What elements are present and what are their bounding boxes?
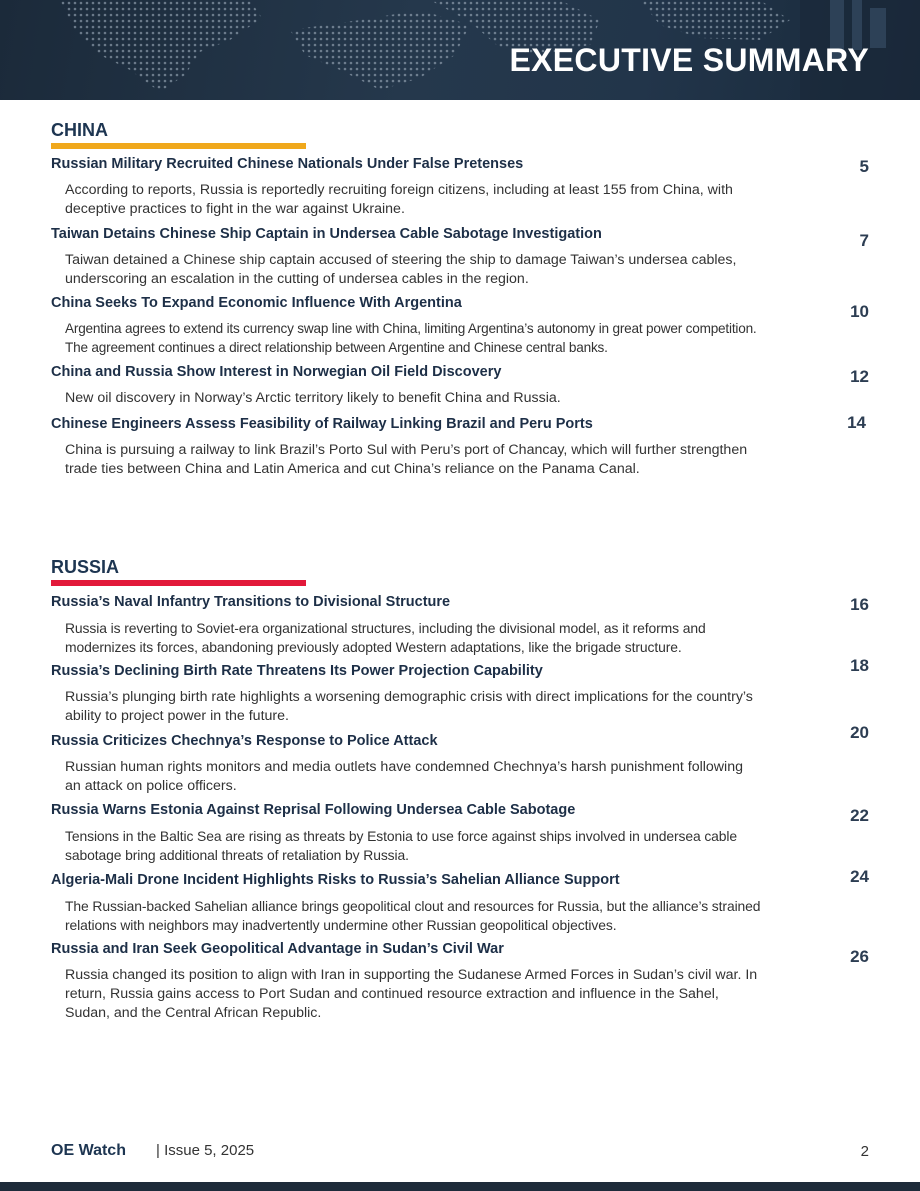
entry-description: Russia’s plunging birth rate highlights a worsening demographic crisis with direct implications for the country’s ability to project power in the future. xyxy=(65,689,753,724)
entry-title[interactable]: China Seeks To Expand Economic Influence With Argentina xyxy=(51,295,462,311)
toc-entry[interactable] xyxy=(51,801,761,865)
entry-description: Tensions in the Baltic Sea are rising as threats by Estonia to use force against ships involved in undersea cable sabotage bring additional threats of retaliation by Russia. xyxy=(65,828,738,863)
entry-page-number[interactable]: 22 xyxy=(850,806,869,825)
page-title: EXECUTIVE SUMMARY xyxy=(509,42,869,78)
entry-description: The Russian-backed Sahelian alliance brings geopolitical clout and resources for Russia, but the alliance’s strained relations with neighbors may inadvertently undermine other Russian geopolitical objectives. xyxy=(65,898,761,933)
entry-page-number[interactable]: 26 xyxy=(850,947,869,966)
section-bar-china xyxy=(51,143,306,149)
entry-description: Russia changed its position to align with Iran in supporting the Sudanese Armed Forces in Sudan’s civil war. In return, Russia gains access to Port Sudan and continued resource extraction and influence in the Sahel, Sudan, and the Central African Republic. xyxy=(65,967,758,1021)
entry-title[interactable]: Russia’s Naval Infantry Transitions to Divisional Structure xyxy=(51,594,451,610)
bottom-rule xyxy=(0,1182,920,1191)
section-heading-china: CHINA xyxy=(51,120,108,140)
header-banner xyxy=(0,0,920,100)
entry-page-number[interactable]: 14 xyxy=(847,413,866,432)
entry-title[interactable]: Algeria-Mali Drone Incident Highlights Risks to Russia’s Sahelian Alliance Support xyxy=(51,872,620,888)
section-heading-russia: RUSSIA xyxy=(51,557,120,577)
entry-page-number[interactable]: 5 xyxy=(859,157,869,176)
entry-title[interactable]: Russia Warns Estonia Against Reprisal Following Undersea Cable Sabotage xyxy=(51,802,576,818)
entry-page-number[interactable]: 10 xyxy=(850,302,869,321)
entry-title[interactable]: Russia Criticizes Chechnya’s Response to Police Attack xyxy=(51,733,438,749)
entry-page-number[interactable]: 12 xyxy=(850,367,869,386)
footer-page-number: 2 xyxy=(860,1143,869,1160)
entry-page-number[interactable]: 7 xyxy=(859,231,869,250)
entry-page-number[interactable]: 24 xyxy=(850,867,869,886)
toc-entry[interactable] xyxy=(51,662,761,726)
entry-title[interactable]: Russia’s Declining Birth Rate Threatens Its Power Projection Capability xyxy=(51,663,543,679)
toc-entry[interactable] xyxy=(51,155,761,219)
footer-issue: | Issue 5, 2025 xyxy=(156,1142,255,1159)
entry-title[interactable]: Chinese Engineers Assess Feasibility of Railway Linking Brazil and Peru Ports xyxy=(51,416,593,432)
entry-title[interactable]: Taiwan Detains Chinese Ship Captain in Undersea Cable Sabotage Investigation xyxy=(51,226,602,242)
toc-entry[interactable] xyxy=(51,363,761,408)
footer-brand: OE Watch xyxy=(51,1142,126,1159)
toc-entry[interactable] xyxy=(51,294,761,358)
entry-description: According to reports, Russia is reportedly recruiting foreign citizens, including at least 155 from China, with deceptive practices to fight in the war against Ukraine. xyxy=(65,182,733,217)
entry-title[interactable]: China and Russia Show Interest in Norwegian Oil Field Discovery xyxy=(51,364,502,380)
entry-page-number[interactable]: 16 xyxy=(850,595,869,614)
toc-entry[interactable] xyxy=(51,732,761,796)
entry-description: Russia is reverting to Soviet-era organizational structures, including the divisional model, as it reforms and modernizes its forces, abandoning previously adopted Western adaptations, like the brigade structure. xyxy=(65,620,706,655)
toc-entry[interactable] xyxy=(51,415,761,479)
section-bar-russia xyxy=(51,580,306,586)
entry-page-number[interactable]: 18 xyxy=(850,656,869,675)
entry-description: Russian human rights monitors and media outlets have condemned Chechnya’s harsh punishment following an attack on police officers. xyxy=(65,759,743,794)
toc-entry[interactable] xyxy=(51,871,761,935)
entry-description: New oil discovery in Norway’s Arctic territory likely to benefit China and Russia. xyxy=(65,390,561,406)
entry-page-number[interactable]: 20 xyxy=(850,723,869,742)
entry-description: Argentina agrees to extend its currency swap line with China, limiting Argentina’s autonomy in great power competition. The agreement continues a direct relationship between Argentine and Chinese central banks. xyxy=(65,321,757,355)
toc-entry[interactable] xyxy=(51,593,761,657)
entry-description: Taiwan detained a Chinese ship captain accused of steering the ship to damage Taiwan’s undersea cables, underscoring an escalation in the cutting of undersea cables in the region. xyxy=(65,252,737,287)
toc-entry[interactable] xyxy=(51,225,761,289)
entry-description: China is pursuing a railway to link Brazil’s Porto Sul with Peru’s port of Chancay, which will further strengthen trade ties between China and Latin America and cut China’s reliance on the Panama Canal. xyxy=(65,442,748,477)
entry-title[interactable]: Russian Military Recruited Chinese Nationals Under False Pretenses xyxy=(51,156,524,172)
entry-title[interactable]: Russia and Iran Seek Geopolitical Advantage in Sudan’s Civil War xyxy=(51,941,504,957)
toc-entry[interactable] xyxy=(51,940,761,1022)
